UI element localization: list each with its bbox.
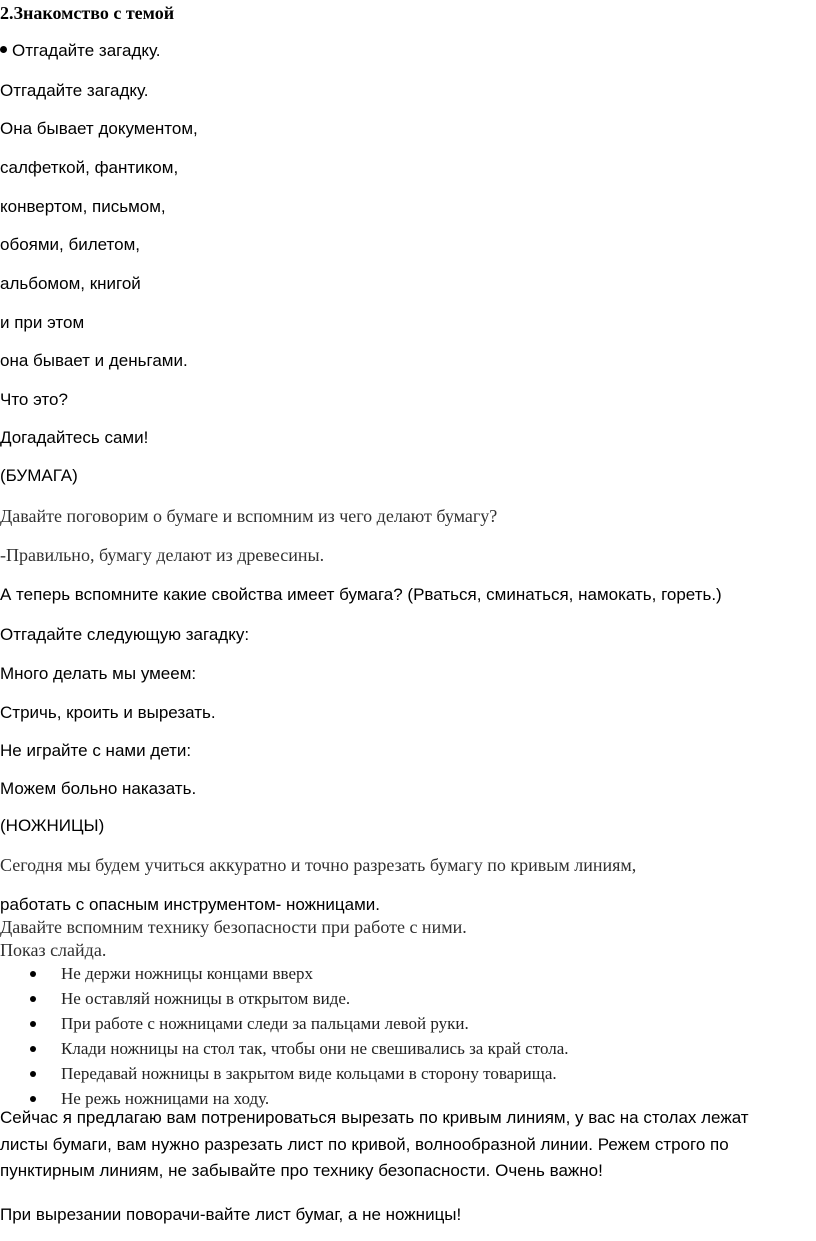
- bullet-icon: [30, 996, 36, 1002]
- bullet-dot-icon: [0, 46, 7, 53]
- practice-line: пунктирным линиям, не забывайте про технику безопасности. Очень важно!: [0, 1161, 603, 1180]
- final-note: При вырезании поворачи-вайте лист бумаг, а не ножницы!: [0, 1205, 462, 1224]
- riddle1-line: альбомом, книгой: [0, 274, 141, 293]
- bullet-icon: [30, 1071, 36, 1077]
- properties-question: А теперь вспомните какие свойства имеет бумага? (Рваться, сминаться, намокать, гореть.): [0, 585, 722, 604]
- riddle2-line: Можем больно наказать.: [0, 779, 197, 798]
- riddle2-answer: (НОЖНИЦЫ): [0, 816, 105, 835]
- practice-line: Сейчас я предлагаю вам потренироваться вырезать по кривым линиям, у вас на столах лежат: [0, 1108, 749, 1127]
- intro-bullet: [0, 40, 161, 62]
- riddle1-line: она бывает и деньгами.: [0, 351, 188, 370]
- bullet-icon: [30, 971, 36, 977]
- next-riddle-intro: Отгадайте следующую загадку:: [0, 625, 250, 644]
- riddle1-line: обоями, билетом,: [0, 235, 140, 254]
- discussion-answer: -Правильно, бумагу делают из древесины.: [0, 545, 325, 565]
- riddle2-line: Не играйте с нами дети:: [0, 741, 192, 760]
- riddle1-line: Отгадайте загадку.: [0, 81, 149, 100]
- riddle2-line: Много делать мы умеем:: [0, 664, 197, 683]
- bullet-icon: [30, 1096, 36, 1102]
- lesson-safety-intro: Давайте вспомним технику безопасности при работе с ними.: [0, 917, 467, 937]
- riddle1-line: и при этом: [0, 313, 85, 332]
- riddle1-line: Она бывает документом,: [0, 119, 198, 138]
- section-heading: 2.Знакомство с темой: [0, 3, 175, 23]
- riddle1-answer: (БУМАГА): [0, 466, 78, 485]
- riddle1-line: конвертом, письмом,: [0, 197, 166, 216]
- lesson-slide: Показ слайда.: [0, 940, 107, 960]
- intro-bullet-text: Отгадайте загадку.: [12, 41, 161, 60]
- lesson-tool: работать с опасным инструментом- ножницами.: [0, 895, 381, 914]
- practice-line: листы бумаги, вам нужно разрезать лист по кривой, волнообразной линии. Режем строго по: [0, 1135, 729, 1154]
- riddle2-line: Стричь, кроить и вырезать.: [0, 703, 216, 722]
- lesson-goal: Сегодня мы будем учиться аккуратно и точно разрезать бумагу по кривым линиям,: [0, 855, 637, 875]
- riddle1-line: Догадайтесь сами!: [0, 428, 149, 447]
- discussion-question: Давайте поговорим о бумаге и вспомним из чего делают бумагу?: [0, 506, 498, 526]
- riddle1-line: салфеткой, фантиком,: [0, 158, 179, 177]
- riddle1-line: Что это?: [0, 390, 68, 409]
- bullet-icon: [30, 1046, 36, 1052]
- bullet-icon: [30, 1021, 36, 1027]
